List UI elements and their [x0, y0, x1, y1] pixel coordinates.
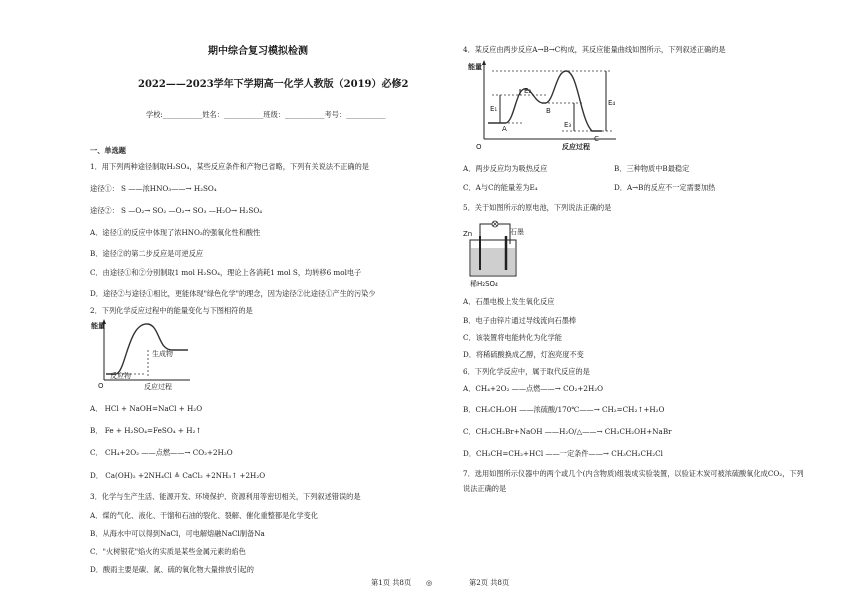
q5-option-c: C．该装置将电能转化为化学能 [463, 333, 562, 342]
footer-center-mark: ◎ [426, 578, 433, 587]
section-title: 一、单选题 [90, 146, 126, 155]
q4-option-c: C．A与C的能量差为E₄ [463, 183, 538, 192]
q4-option-d: D．A→B的反应不一定需要加热 [614, 183, 716, 192]
q2-option-b: B． Fe + H₂SO₄=FeSO₄ + H₂↑ [90, 426, 202, 435]
student-info-line: 学校:___________姓名：___________班级：___________考号：___________ [146, 110, 386, 119]
q4-y-label: 能量 [468, 63, 482, 71]
q2-energy-diagram [88, 316, 198, 392]
q1-option-b: B．途径②的第二步反应是可逆反应 [90, 249, 204, 258]
q2-reactant-label: 反应物 [110, 372, 131, 380]
q5-stem: 5．关于如图所示的原电池，下列说法正确的是 [463, 203, 612, 212]
q6-option-b: B．CH₃CH₂OH ——浓硫酸/170℃——→ CH₂=CH₂↑+H₂O [463, 405, 665, 414]
q4-point-a: A [502, 125, 507, 133]
q3-option-d: D．酸雨主要是碳、氮、硫的氧化物大量排放引起的 [90, 565, 254, 574]
q1-option-c: C．由途径①和②分别制取1 mol H₂SO₄，理论上各消耗1 mol S，均转移6 mol电子 [90, 268, 362, 277]
q7-stem-line1: 7．选用如图所示仪器中的两个或几个(内含物质)组装成实验装置，以验证木炭可被浓硫酸氧化成CO₂，下列 [463, 469, 804, 478]
q4-energy-e3: E₃ [564, 121, 572, 129]
q3-option-b: B．从海水中可以得到NaCl，可电解熔融NaCl制备Na [90, 529, 265, 538]
q2-option-d: D． Ca(OH)₂ +2NH₄Cl ≜ CaCl₂ +2NH₃↑ +2H₂O [90, 471, 266, 480]
q1-option-d: D．途径②与途径①相比，更能体现"绿色化学"的理念，因为途径②比途径①产生的污染少 [90, 289, 376, 298]
q4-point-b: B [546, 107, 551, 115]
q3-option-c: C．"火树银花"焰火的实质是某些金属元素的焰色 [90, 547, 246, 556]
q4-energy-e2: E₂ [524, 87, 532, 95]
q1-option-a: A．途径①的反应中体现了浓HNO₃的强氧化性和酸性 [90, 228, 261, 237]
q5-graphite-label: 石墨 [510, 228, 524, 236]
q4-option-a: A．两步反应均为吸热反应 [463, 164, 548, 173]
q2-y-label: 能量 [91, 322, 105, 330]
q5-zn-label: Zn [463, 230, 473, 238]
q4-energy-diagram [462, 55, 622, 155]
q2-option-c: C． CH₄+2O₂ ——点燃——→ CO₂+2H₂O [90, 448, 233, 457]
q5-option-b: B．电子由锌片通过导线流向石墨棒 [463, 316, 577, 325]
footer-page-left: 第1页 共8页 [371, 578, 412, 587]
q2-x-label: 反应过程 [144, 383, 172, 391]
q5-solution-label: 稀H₂SO₄ [470, 280, 498, 288]
q4-option-b: B．三种物质中B最稳定 [614, 164, 690, 173]
q5-option-a: A．石墨电极上发生氧化反应 [463, 297, 555, 306]
q6-option-d: D．CH₃CH=CH₂+HCl ——一定条件——→ CH₃CH₂CH₂Cl [463, 449, 663, 458]
q7-stem-line2: 说法正确的是 [463, 484, 507, 493]
q2-option-a: A． HCl + NaOH=NaCl + H₂O [90, 404, 203, 413]
footer-page-right: 第2页 共8页 [469, 578, 510, 587]
q1-route2: 途径②： S —O₂→ SO₂ —O₂→ SO₃ —H₂O→ H₂SO₄ [90, 206, 263, 215]
q1-route1: 途径①： S ——浓HNO₃——→ H₂SO₄ [90, 184, 217, 193]
doc-subtitle: 2022——2023学年下学期高一化学人教版（2019）必修2 [138, 79, 409, 90]
q2-stem: 2．下列化学反应过程中的能量变化与下图相符的是 [90, 306, 253, 315]
q2-product-label: 生成物 [152, 350, 173, 358]
doc-title: 期中综合复习模拟检测 [208, 46, 308, 57]
q3-option-a: A．煤的气化、液化、干馏和石油的裂化、裂解、催化重整都是化学变化 [90, 511, 319, 520]
q5-option-d: D．将稀硫酸换成乙醇，灯泡亮度不变 [463, 350, 584, 359]
q6-option-a: A．CH₄+2O₂ ——点燃——→ CO₂+2H₂O [463, 384, 604, 393]
q6-stem: 6．下列化学反应中，属于取代反应的是 [463, 367, 590, 376]
q4-energy-e1: E₁ [490, 105, 498, 113]
q6-option-c: C．CH₃CH₂Br+NaOH ——H₂O/△——→ CH₃CH₂OH+NaBr [463, 427, 672, 436]
q2-origin-label: O [98, 382, 104, 390]
q5-galvanic-cell-figure [462, 214, 528, 290]
q4-origin-label: O [476, 143, 482, 151]
q4-x-label: 反应过程 [562, 143, 590, 151]
q3-stem: 3．化学与生产生活、能源开发、环境保护、资源利用等密切相关，下列叙述错误的是 [90, 492, 361, 501]
q4-stem: 4．某反应由两步反应A→B→C构成，其反应能量曲线如图所示，下列叙述正确的是 [463, 45, 726, 54]
q4-energy-e4: E₄ [608, 99, 616, 107]
q1-stem: 1．用下列两种途径制取H₂SO₄，某些反应条件和产物已省略，下列有关说法不正确的是 [90, 162, 369, 171]
q4-point-c: C [594, 135, 599, 143]
